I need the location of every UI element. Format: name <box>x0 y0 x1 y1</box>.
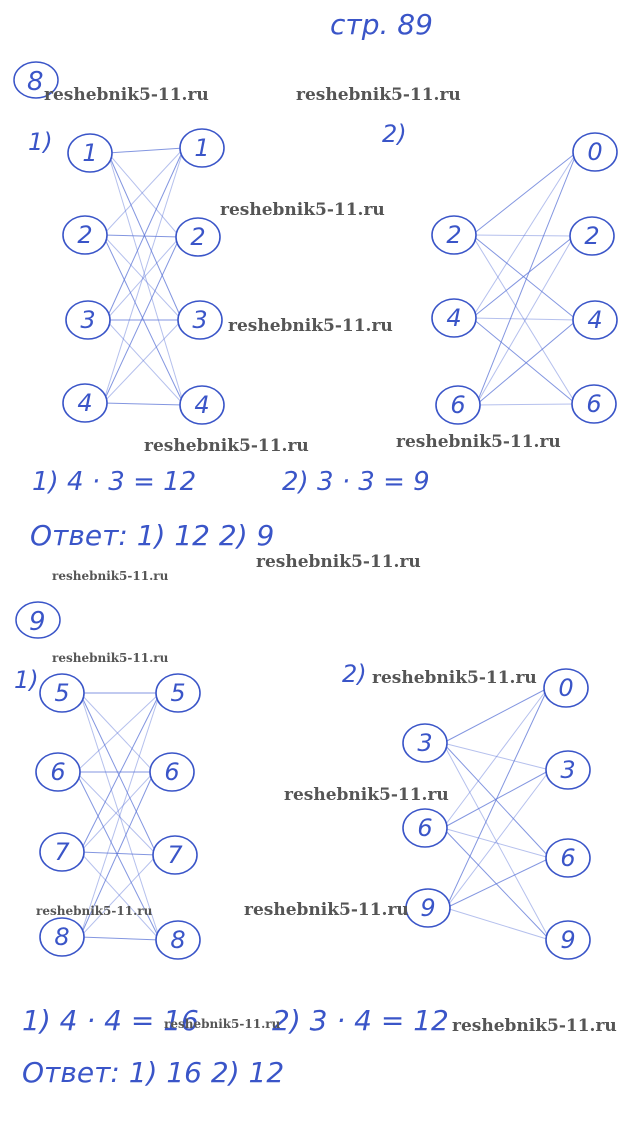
watermark: reshebnik5-11.ru <box>52 569 169 583</box>
task-8-part2-edge <box>476 152 577 405</box>
task-8-part2-right-node-label: 6 <box>586 390 602 418</box>
watermark: reshebnik5-11.ru <box>296 85 461 105</box>
task-8-part2-edge <box>472 235 574 236</box>
watermark: reshebnik5-11.ru <box>220 200 385 220</box>
task-9-part1-right-node-label: 7 <box>167 841 183 869</box>
task-8-part1-left-node-label: 3 <box>80 306 96 334</box>
task-8-part2-left-node-label: 6 <box>450 391 466 419</box>
task-8-part2-right-node-label: 4 <box>587 306 603 334</box>
task-9-part2-edge <box>443 688 548 743</box>
task-8-part2-edge <box>472 152 577 235</box>
watermark: reshebnik5-11.ru <box>52 651 169 665</box>
task-9-part2-left-node-label: 9 <box>420 894 436 922</box>
watermark: reshebnik5-11.ru <box>256 552 421 572</box>
task-8-part1-right-node-label: 1 <box>194 134 210 162</box>
task-8-part2-edge <box>476 404 576 405</box>
task-9-answer: Ответ: 1) 16 2) 12 <box>22 1056 285 1089</box>
watermark: reshebnik5-11.ru <box>452 1016 617 1036</box>
page-number-label: стр. 89 <box>330 8 433 41</box>
task-8-answer: Ответ: 1) 12 2) 9 <box>30 519 275 552</box>
task-9-part1-edge <box>80 937 160 940</box>
task-8-part2-label: 2) <box>382 120 407 148</box>
task-8-part2-right-node-label: 2 <box>584 222 600 250</box>
task-9-part2-right-node-label: 0 <box>558 674 574 702</box>
task-8-part1-label: 1) <box>28 128 53 156</box>
task-9-calc-2: 2) 3 · 4 = 12 <box>272 1004 449 1037</box>
watermark: reshebnik5-11.ru <box>144 436 309 456</box>
task-8-part1-graph <box>63 129 224 424</box>
task-9-part1-left-node-label: 6 <box>50 758 66 786</box>
task-8-part2-right-node-label: 0 <box>587 138 603 166</box>
task-8-part2-edge <box>476 236 574 405</box>
task-8-part1-edge <box>103 403 184 405</box>
task-9-part2-right-node-label: 6 <box>560 844 576 872</box>
task-9-part2-graph <box>403 669 590 959</box>
task-8-part1-edge <box>108 148 184 153</box>
task-9-part2-right-node-label: 9 <box>560 926 576 954</box>
task-9-calc-1: 1) 4 · 4 = 16 <box>22 1004 199 1037</box>
task-9-part1-edge <box>80 693 157 855</box>
task-9-part1-edge <box>80 852 157 855</box>
task-8-calc-1: 1) 4 · 3 = 12 <box>32 467 197 497</box>
task-9-part2-left-node-label: 6 <box>417 814 433 842</box>
watermark: reshebnik5-11.ru <box>372 668 537 688</box>
task-8-part1-left-node-label: 1 <box>82 139 98 167</box>
task-8-calc-2: 2) 3 · 3 = 9 <box>282 467 430 497</box>
task-8-part1-left-node-label: 2 <box>77 221 93 249</box>
task-8-part2-left-node-label: 2 <box>446 221 462 249</box>
task-9-part2-edge <box>446 770 550 908</box>
task-9-part1-left-node-label: 7 <box>54 838 70 866</box>
task-9-part1-right-node-label: 8 <box>170 926 186 954</box>
watermark: reshebnik5-11.ru <box>164 1017 281 1031</box>
task-8-part2-left-node-label: 4 <box>446 304 462 332</box>
task-9-part2-edge <box>443 688 548 828</box>
task-9-part1-left-node-label: 5 <box>54 679 70 707</box>
task-9-number: 9 <box>29 607 46 637</box>
task-9-part2-right-node-label: 3 <box>560 756 576 784</box>
task-8-part2-graph <box>432 133 617 424</box>
task-8-part2-edge <box>472 235 577 320</box>
watermark: reshebnik5-11.ru <box>44 85 209 105</box>
task-9-part1-label: 1) <box>14 666 39 694</box>
watermark: reshebnik5-11.ru <box>36 904 153 918</box>
task-9-part2-edge <box>446 858 550 908</box>
task-8-part1-left-node-label: 4 <box>77 389 93 417</box>
task-9-part1-right-node-label: 6 <box>164 758 180 786</box>
task-9-part2-left-node-label: 3 <box>417 729 433 757</box>
task-8-part2-edge <box>472 318 576 404</box>
task-8-part1-right-node-label: 4 <box>194 391 210 419</box>
task-8-part1-right-node-label: 3 <box>192 306 208 334</box>
task-9-part2-edge <box>446 688 548 908</box>
watermark: reshebnik5-11.ru <box>396 432 561 452</box>
watermark: reshebnik5-11.ru <box>284 785 449 805</box>
watermark: reshebnik5-11.ru <box>228 316 393 336</box>
task-8-part1-edge <box>106 320 184 405</box>
task-9-part1-right-node-label: 5 <box>170 679 186 707</box>
task-9-part1-edge <box>80 693 154 772</box>
task-9-part1-left-node-label: 8 <box>54 923 70 951</box>
task-8-part1-right-node-label: 2 <box>190 223 206 251</box>
task-9-part2-label: 2) <box>342 660 367 688</box>
task-9-part2-edge <box>443 828 550 858</box>
task-8-number: 8 <box>27 67 44 97</box>
task-8-part1-edge <box>103 235 180 237</box>
watermark: reshebnik5-11.ru <box>244 900 409 920</box>
